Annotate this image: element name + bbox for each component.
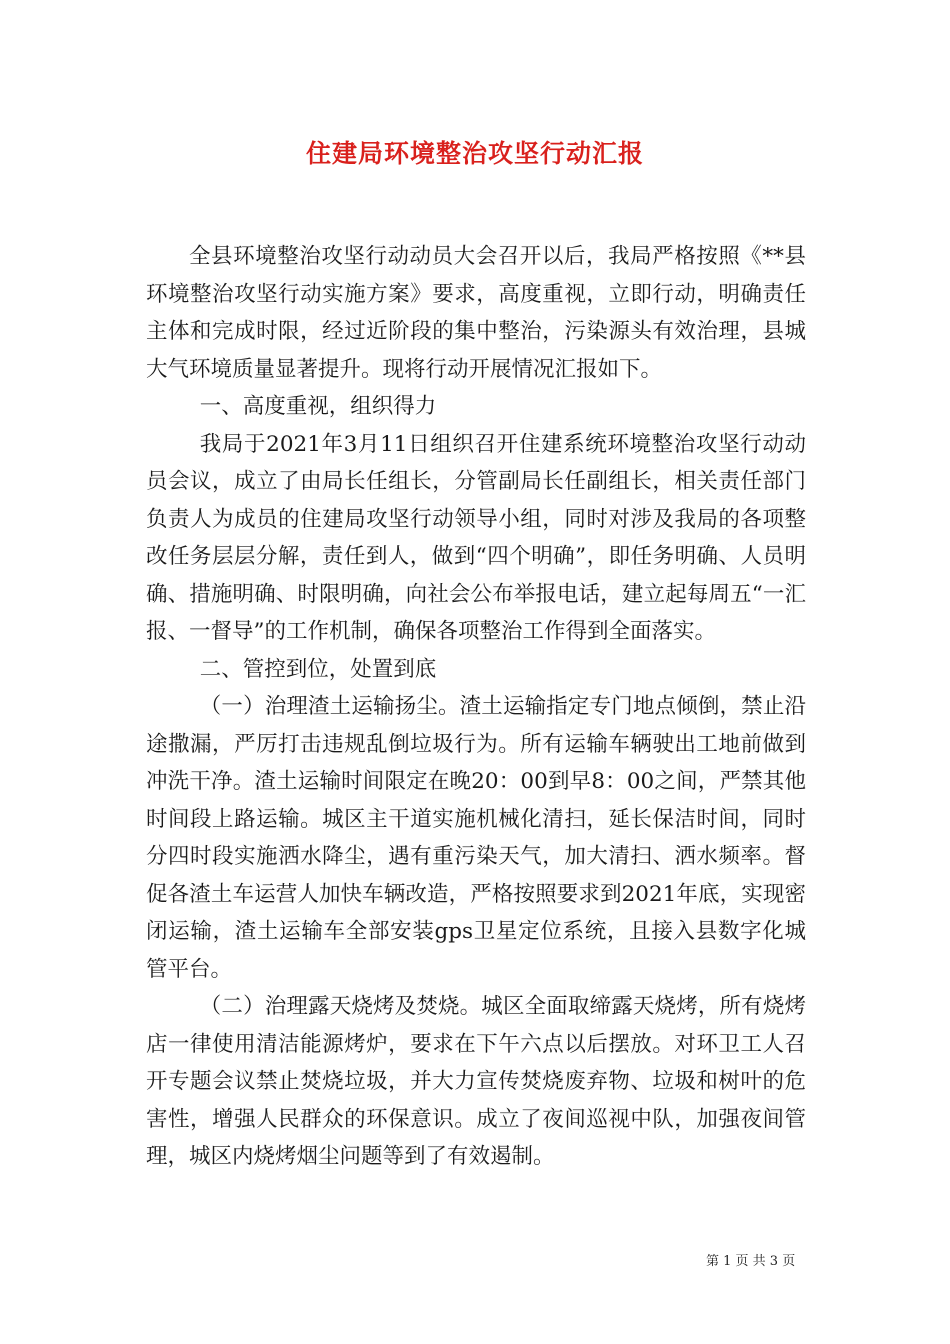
paragraph-subsection-1: （一）治理渣土运输扬尘。渣土运输指定专门地点倾倒，禁止沿途撒漏，严厉打击违规乱倒垃圾行为。所有运输车辆驶出工地前做到冲洗干净。渣土运输时间限定在晚20：00到早8：00之间，严禁其他时间段上路运输。城区主干道实施机械化清扫，延长保洁时间，同时分四时段实施洒水降尘，遇有重污染天气，加大清扫、洒水频率。督促各渣土车运营人加快车辆改造，严格按照要求到2021年底，实现密闭运输，渣土运输车全部安装gps卫星定位系统，且接入县数字化城管平台。 [146,694,806,982]
section-heading-2: 二、管控到位，处置到底 [199,656,437,682]
section-heading-1: 一、高度重视，组织得力 [199,394,437,419]
page-number-footer: 第 1 页 共 3 页 [706,1254,796,1269]
document-title: 住建局环境整治攻坚行动汇报 [305,139,644,168]
paragraph-intro: 全县环境整治攻坚行动动员大会召开以后，我局严格按照《**县环境整治攻坚行动实施方案》要求，高度重视，立即行动，明确责任主体和完成时限，经过近阶段的集中整治，污染源头有效治理，县城大气环境质量显著提升。现将行动开展情况汇报如下。 [146,244,806,382]
paragraph-section-1: 我局于2021年3月11日组织召开住建系统环境整治攻坚行动动员会议，成立了由局长任组长，分管副局长任副组长，相关责任部门负责人为成员的住建局攻坚行动领导小组，同时对涉及我局的各项整改任务层层分解，责任到人，做到“四个明确”，即任务明确、人员明确、措施明确、时限明确，向社会公布举报电话，建立起每周五“一汇报、一督导”的工作机制，确保各项整治工作得到全面落实。 [146,431,806,644]
paragraph-subsection-2: （二）治理露天烧烤及焚烧。城区全面取缔露天烧烤，所有烧烤店一律使用清洁能源烤炉，要求在下午六点以后摆放。对环卫工人召开专题会议禁止焚烧垃圾，并大力宣传焚烧废弃物、垃圾和树叶的危害性，增强人民群众的环保意识。成立了夜间巡视中队，加强夜间管理，城区内烧烤烟尘问题等到了有效遏制。 [146,994,806,1169]
document-body [146,238,806,1176]
